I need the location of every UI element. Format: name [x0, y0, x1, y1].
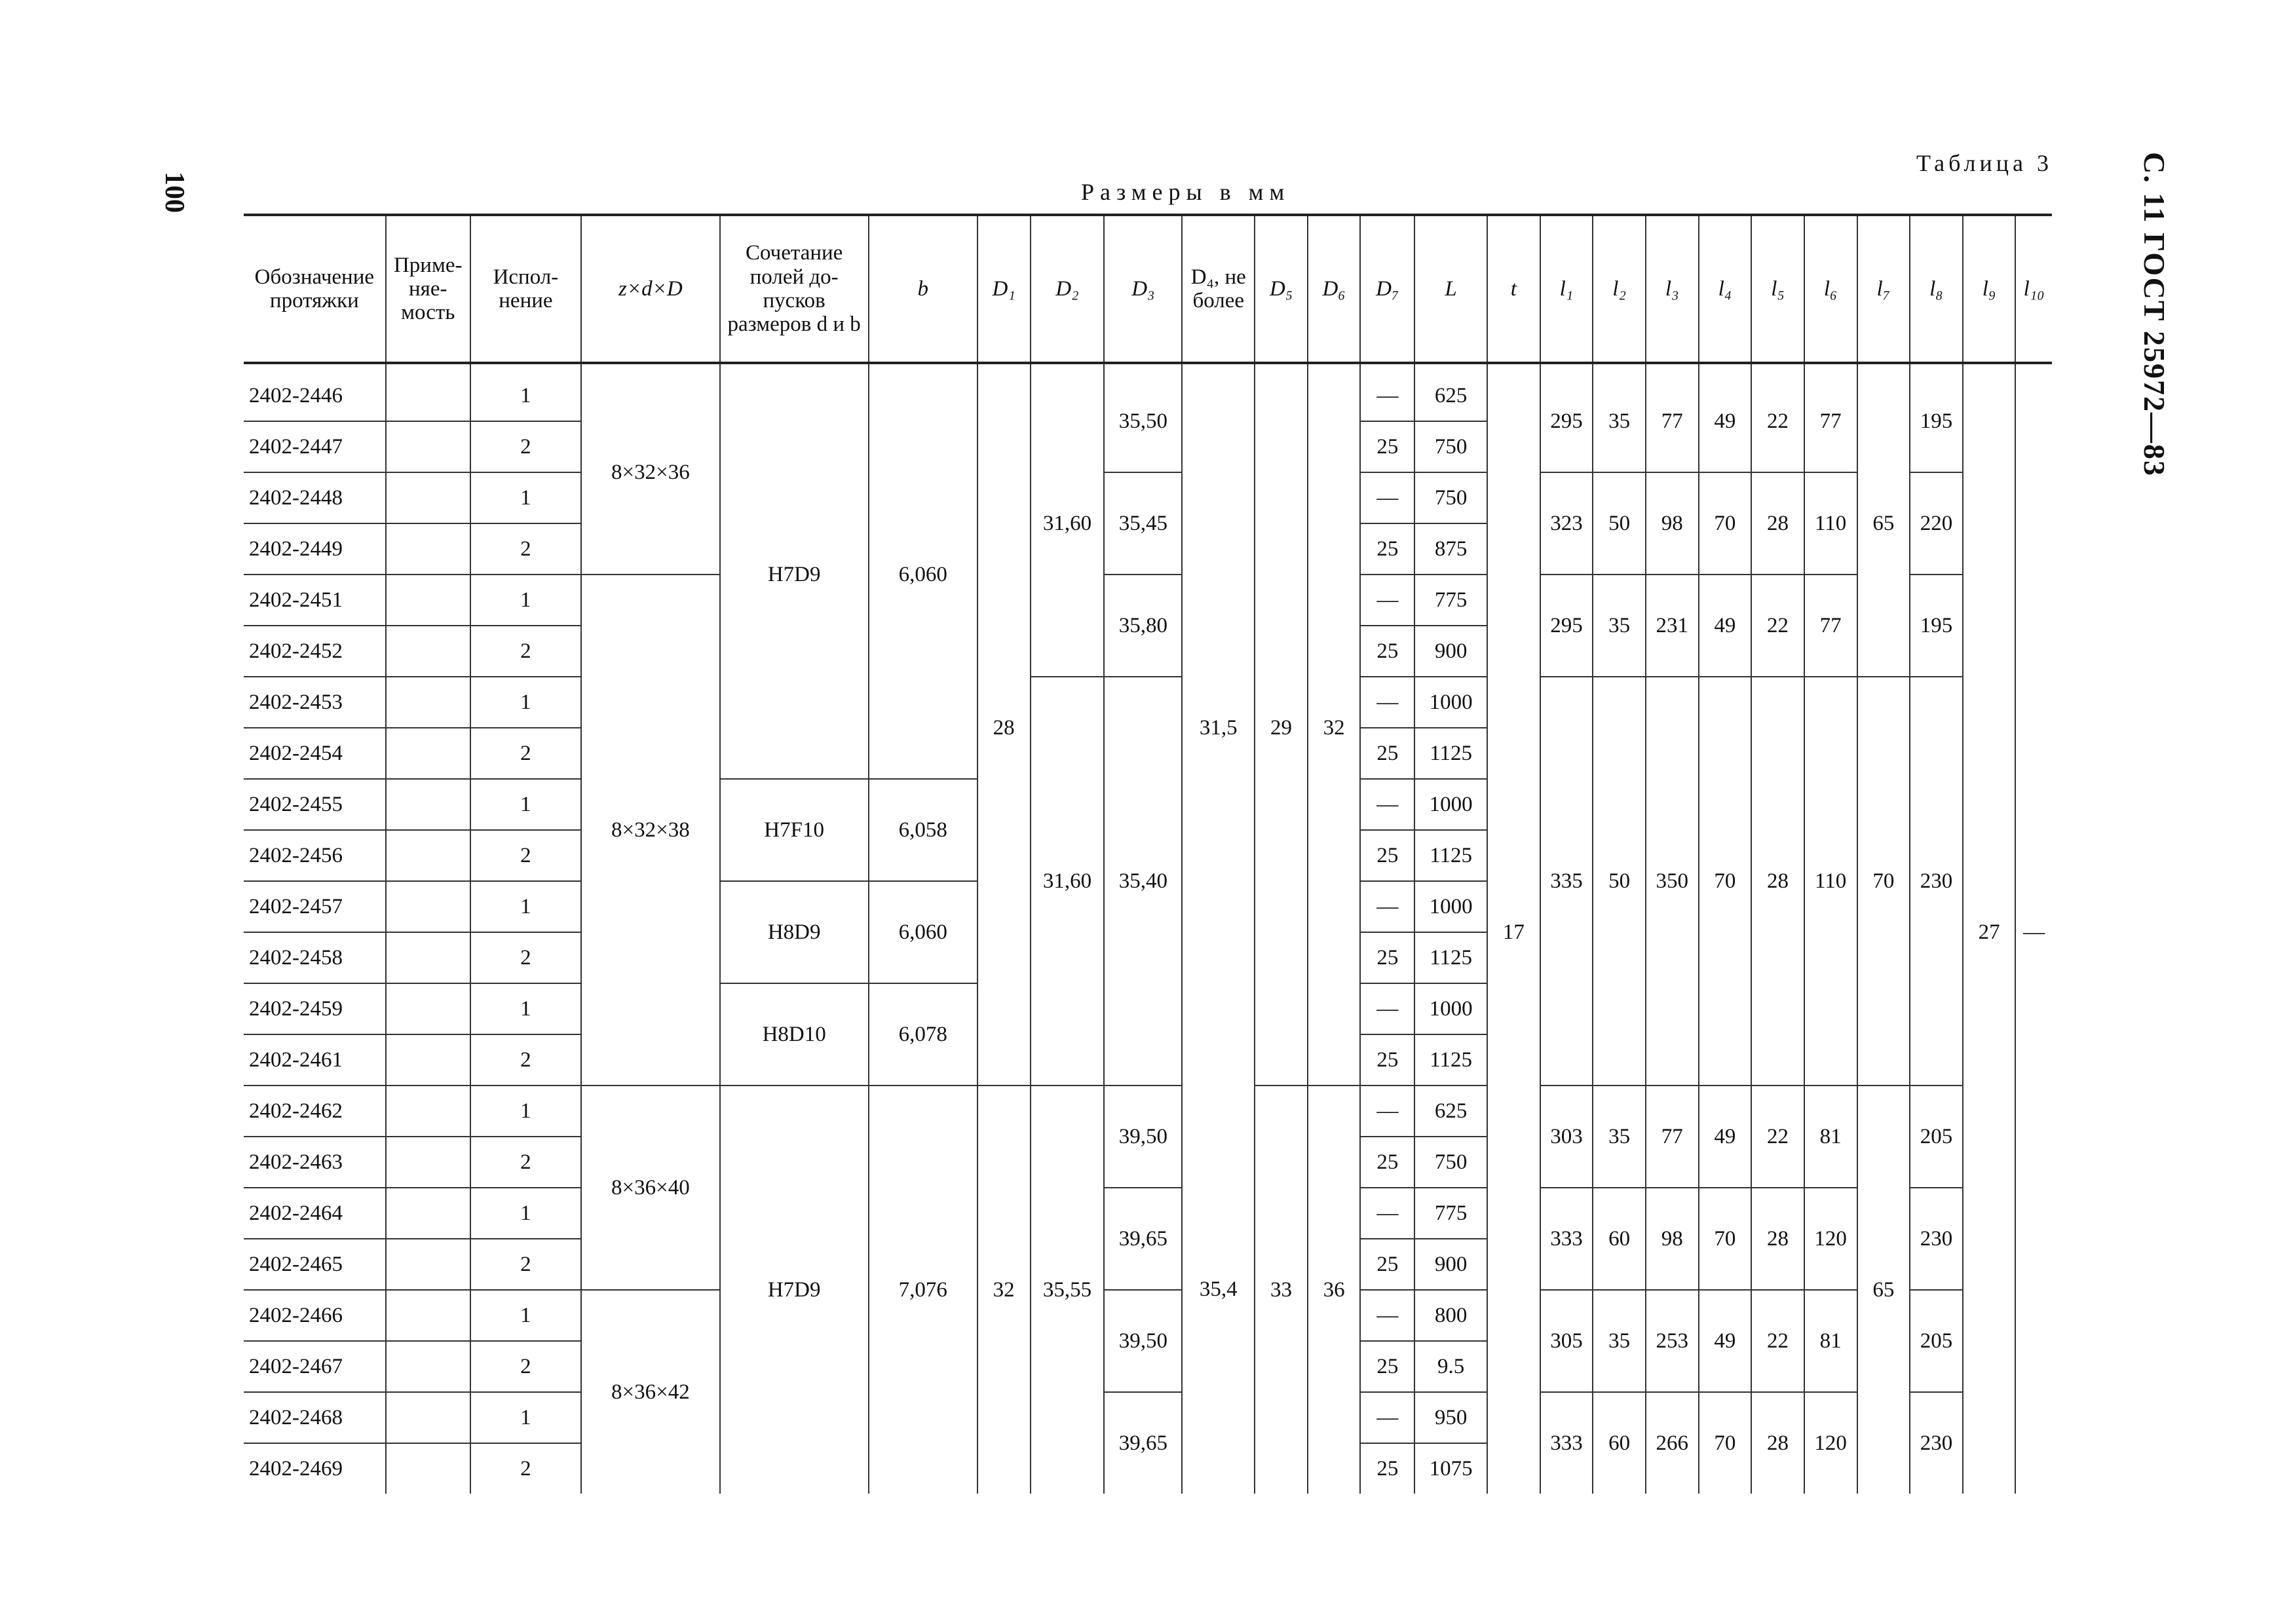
- D7-cell: —: [1360, 371, 1414, 421]
- l5-cell: 28: [1751, 472, 1804, 575]
- version-cell: 1: [470, 575, 581, 626]
- designation-cell: 2402-2459: [244, 983, 386, 1034]
- D7-cell: 25: [1360, 1443, 1414, 1494]
- l5-cell: 22: [1751, 1086, 1804, 1188]
- header-D1: D₁: [977, 215, 1031, 363]
- D6-cell: 36: [1308, 1086, 1361, 1494]
- version-cell: 2: [470, 1341, 581, 1392]
- zdD-cell: 8×32×36: [581, 371, 720, 575]
- l1-cell: 333: [1540, 1392, 1593, 1494]
- header-D4: D₄, не более: [1182, 215, 1255, 363]
- L-cell: 9.5: [1414, 1341, 1487, 1392]
- applicability-cell: [386, 1034, 470, 1086]
- applicability-cell: [386, 830, 470, 881]
- header-D3: D₃: [1104, 215, 1182, 363]
- l5-cell: 28: [1751, 677, 1804, 1086]
- l6-cell: 77: [1804, 371, 1857, 472]
- version-cell: 1: [470, 881, 581, 932]
- l8-cell: 205: [1910, 1290, 1963, 1392]
- header-l7: l₇: [1857, 215, 1910, 363]
- header-zdD: z×d×D: [581, 215, 720, 363]
- version-cell: 2: [470, 830, 581, 881]
- applicability-cell: [386, 626, 470, 677]
- l1-cell: 333: [1540, 1188, 1593, 1290]
- l2-cell: 35: [1593, 1086, 1646, 1188]
- table-row: [244, 371, 2052, 421]
- designation-cell: 2402-2456: [244, 830, 386, 881]
- L-cell: 1075: [1414, 1443, 1487, 1494]
- applicability-cell: [386, 1239, 470, 1290]
- D4-cell: 31,5: [1182, 371, 1255, 1086]
- designation-cell: 2402-2464: [244, 1188, 386, 1239]
- applicability-cell: [386, 881, 470, 932]
- D7-cell: —: [1360, 1290, 1414, 1341]
- D7-cell: —: [1360, 881, 1414, 932]
- L-cell: 800: [1414, 1290, 1487, 1341]
- D3-cell: 35,50: [1104, 371, 1182, 472]
- applicability-cell: [386, 983, 470, 1034]
- l2-cell: 50: [1593, 677, 1646, 1086]
- D7-cell: 25: [1360, 421, 1414, 472]
- l4-cell: 49: [1699, 1086, 1752, 1188]
- l2-cell: 60: [1593, 1188, 1646, 1290]
- l1-cell: 303: [1540, 1086, 1593, 1188]
- D3-cell: 35,40: [1104, 677, 1182, 1086]
- l3-cell: 98: [1646, 472, 1699, 575]
- l10-cell: —: [2015, 371, 2052, 1494]
- L-cell: 750: [1414, 472, 1487, 523]
- D3-cell: 39,50: [1104, 1290, 1182, 1392]
- applicability-cell: [386, 472, 470, 523]
- l2-cell: 35: [1593, 575, 1646, 677]
- version-cell: 1: [470, 1290, 581, 1341]
- header-D2: D₂: [1031, 215, 1105, 363]
- L-cell: 1000: [1414, 677, 1487, 728]
- version-cell: 1: [470, 472, 581, 523]
- table-row: [244, 1086, 2052, 1137]
- l2-cell: 35: [1593, 371, 1646, 472]
- D1-cell: 28: [977, 371, 1031, 1086]
- designation-cell: 2402-2449: [244, 523, 386, 575]
- D7-cell: 25: [1360, 728, 1414, 779]
- version-cell: 2: [470, 421, 581, 472]
- designation-cell: 2402-2447: [244, 421, 386, 472]
- l4-cell: 49: [1699, 1290, 1752, 1392]
- l2-cell: 60: [1593, 1392, 1646, 1494]
- l5-cell: 22: [1751, 371, 1804, 472]
- tolerance-cell: H7F10: [720, 779, 869, 881]
- L-cell: 1000: [1414, 983, 1487, 1034]
- L-cell: 1125: [1414, 932, 1487, 983]
- l6-cell: 81: [1804, 1086, 1857, 1188]
- zdD-cell: 8×36×42: [581, 1290, 720, 1494]
- designation-cell: 2402-2462: [244, 1086, 386, 1137]
- D3-cell: 35,80: [1104, 575, 1182, 677]
- l2-cell: 35: [1593, 1290, 1646, 1392]
- applicability-cell: [386, 728, 470, 779]
- l4-cell: 49: [1699, 575, 1752, 677]
- designation-cell: 2402-2446: [244, 371, 386, 421]
- D4-cell: 35,4: [1182, 1086, 1255, 1494]
- D2-cell: 31,60: [1031, 371, 1105, 677]
- header-l8: l₈: [1910, 215, 1963, 363]
- D3-cell: 39,65: [1104, 1188, 1182, 1290]
- D3-cell: 39,65: [1104, 1392, 1182, 1494]
- table-row: [244, 575, 2052, 626]
- D7-cell: —: [1360, 1188, 1414, 1239]
- header-t: t: [1487, 215, 1540, 363]
- D6-cell: 32: [1308, 371, 1361, 1086]
- l8-cell: 195: [1910, 575, 1963, 677]
- applicability-cell: [386, 1188, 470, 1239]
- header-l6: l₆: [1804, 215, 1857, 363]
- standard-title: С. 11 ГОСТ 25972—83: [2138, 152, 2171, 478]
- b-cell: 6,060: [869, 881, 977, 983]
- designation-cell: 2402-2467: [244, 1341, 386, 1392]
- L-cell: 1125: [1414, 1034, 1487, 1086]
- version-cell: 2: [470, 932, 581, 983]
- D7-cell: —: [1360, 983, 1414, 1034]
- designation-cell: 2402-2448: [244, 472, 386, 523]
- D7-cell: 25: [1360, 932, 1414, 983]
- l8-cell: 230: [1910, 1188, 1963, 1290]
- L-cell: 875: [1414, 523, 1487, 575]
- D7-cell: 25: [1360, 1239, 1414, 1290]
- D2-cell: 31,60: [1031, 677, 1105, 1086]
- version-cell: 1: [470, 983, 581, 1034]
- b-cell: 6,060: [869, 371, 977, 779]
- l6-cell: 120: [1804, 1188, 1857, 1290]
- D7-cell: —: [1360, 677, 1414, 728]
- D3-cell: 35,45: [1104, 472, 1182, 575]
- l5-cell: 28: [1751, 1188, 1804, 1290]
- designation-cell: 2402-2465: [244, 1239, 386, 1290]
- header-designation: Обозначение протяжки: [244, 215, 386, 363]
- applicability-cell: [386, 1086, 470, 1137]
- designation-cell: 2402-2452: [244, 626, 386, 677]
- L-cell: 775: [1414, 575, 1487, 626]
- l6-cell: 81: [1804, 1290, 1857, 1392]
- designation-cell: 2402-2468: [244, 1392, 386, 1443]
- D7-cell: —: [1360, 1086, 1414, 1137]
- l6-cell: 120: [1804, 1392, 1857, 1494]
- version-cell: 2: [470, 523, 581, 575]
- applicability-cell: [386, 523, 470, 575]
- designation-cell: 2402-2455: [244, 779, 386, 830]
- l5-cell: 28: [1751, 1392, 1804, 1494]
- L-cell: 625: [1414, 371, 1487, 421]
- header-l3: l₃: [1646, 215, 1699, 363]
- table-row: [244, 1188, 2052, 1239]
- D7-cell: 25: [1360, 626, 1414, 677]
- l8-cell: 205: [1910, 1086, 1963, 1188]
- b-cell: 6,078: [869, 983, 977, 1086]
- header-applicability: Приме- няе- мость: [386, 215, 470, 363]
- tolerance-cell: H8D10: [720, 983, 869, 1086]
- D7-cell: 25: [1360, 830, 1414, 881]
- l4-cell: 70: [1699, 1392, 1752, 1494]
- version-cell: 1: [470, 677, 581, 728]
- b-cell: 6,058: [869, 779, 977, 881]
- version-cell: 2: [470, 1239, 581, 1290]
- l3-cell: 231: [1646, 575, 1699, 677]
- l1-cell: 295: [1540, 371, 1593, 472]
- l8-cell: 230: [1910, 677, 1963, 1086]
- l8-cell: 220: [1910, 472, 1963, 575]
- l4-cell: 70: [1699, 677, 1752, 1086]
- l3-cell: 77: [1646, 371, 1699, 472]
- t-cell: 17: [1487, 371, 1540, 1494]
- L-cell: 775: [1414, 1188, 1487, 1239]
- header-L: L: [1414, 215, 1487, 363]
- l4-cell: 70: [1699, 1188, 1752, 1290]
- header-l10: l₁₀: [2015, 215, 2052, 363]
- l3-cell: 253: [1646, 1290, 1699, 1392]
- applicability-cell: [386, 1341, 470, 1392]
- header-version: Испол- нение: [470, 215, 581, 363]
- l8-cell: 230: [1910, 1392, 1963, 1494]
- version-cell: 1: [470, 1392, 581, 1443]
- designation-cell: 2402-2463: [244, 1137, 386, 1188]
- l1-cell: 305: [1540, 1290, 1593, 1392]
- header-l9: l₉: [1963, 215, 2016, 363]
- version-cell: 2: [470, 1443, 581, 1494]
- applicability-cell: [386, 421, 470, 472]
- table-row: [244, 1392, 2052, 1443]
- tolerance-cell: H7D9: [720, 371, 869, 779]
- L-cell: 1125: [1414, 728, 1487, 779]
- version-cell: 2: [470, 626, 581, 677]
- designation-cell: 2402-2451: [244, 575, 386, 626]
- header-l4: l₄: [1699, 215, 1752, 363]
- L-cell: 1000: [1414, 881, 1487, 932]
- header-D5: D₅: [1255, 215, 1308, 363]
- l3-cell: 77: [1646, 1086, 1699, 1188]
- zdD-cell: 8×32×38: [581, 575, 720, 1086]
- l4-cell: 70: [1699, 472, 1752, 575]
- L-cell: 900: [1414, 1239, 1487, 1290]
- table-row: [244, 1290, 2052, 1341]
- l6-cell: 77: [1804, 575, 1857, 677]
- dimensions-table: [244, 214, 2052, 1494]
- header-l2: l₂: [1593, 215, 1646, 363]
- table-row: [244, 472, 2052, 523]
- designation-cell: 2402-2466: [244, 1290, 386, 1341]
- designation-cell: 2402-2469: [249, 1456, 343, 1481]
- D7-cell: 25: [1360, 1137, 1414, 1188]
- version-cell: 1: [470, 371, 581, 421]
- applicability-cell: [386, 1137, 470, 1188]
- D7-cell: 25: [1360, 1034, 1414, 1086]
- D3-cell: 39,50: [1104, 1086, 1182, 1188]
- tolerance-cell: H8D9: [720, 881, 869, 983]
- D7-cell: —: [1360, 472, 1414, 523]
- L-cell: 1125: [1414, 830, 1487, 881]
- header-l5: l₅: [1751, 215, 1804, 363]
- l7-cell: 70: [1857, 677, 1910, 1086]
- L-cell: 1000: [1414, 779, 1487, 830]
- tolerance-cell: H7D9: [720, 1086, 869, 1494]
- header-l1: l₁: [1540, 215, 1593, 363]
- table-header-row: [244, 215, 2052, 363]
- L-cell: 900: [1414, 626, 1487, 677]
- l7-cell: 65: [1857, 371, 1910, 677]
- designation-cell: 2402-2461: [244, 1034, 386, 1086]
- applicability-cell: [386, 1392, 470, 1443]
- header-tolerance: Сочетание полей до- пусков размеров d и b: [720, 215, 869, 363]
- applicability-cell: [386, 779, 470, 830]
- D2-cell: 35,55: [1031, 1086, 1105, 1494]
- D7-cell: —: [1360, 575, 1414, 626]
- header-D7: D₇: [1360, 215, 1414, 363]
- l8-cell: 195: [1910, 371, 1963, 472]
- l1-cell: 335: [1540, 677, 1593, 1086]
- L-cell: 950: [1414, 1392, 1487, 1443]
- D7-cell: —: [1360, 779, 1414, 830]
- D7-cell: 25: [1360, 1341, 1414, 1392]
- header-D6: D₆: [1308, 215, 1361, 363]
- applicability-cell: [386, 677, 470, 728]
- table-body: [244, 363, 2052, 1494]
- L-cell: 625: [1414, 1086, 1487, 1137]
- table-row: [244, 677, 2052, 728]
- page-number: 100: [159, 172, 189, 213]
- l6-cell: 110: [1804, 472, 1857, 575]
- b-cell: 7,076: [869, 1086, 977, 1494]
- D7-cell: —: [1360, 1392, 1414, 1443]
- l4-cell: 49: [1699, 371, 1752, 472]
- version-cell: 2: [470, 1137, 581, 1188]
- D5-cell: 29: [1255, 371, 1308, 1086]
- L-cell: 750: [1414, 1137, 1487, 1188]
- applicability-cell: [386, 1443, 470, 1494]
- version-cell: 1: [470, 1086, 581, 1137]
- l9-cell: 27: [1963, 371, 2016, 1494]
- l3-cell: 98: [1646, 1188, 1699, 1290]
- l3-cell: 350: [1646, 677, 1699, 1086]
- version-cell: 1: [470, 779, 581, 830]
- version-cell: 2: [470, 728, 581, 779]
- D7-cell: 25: [1360, 523, 1414, 575]
- L-cell: 750: [1414, 421, 1487, 472]
- applicability-cell: [386, 371, 470, 421]
- D1-cell: 32: [977, 1086, 1031, 1494]
- l2-cell: 50: [1593, 472, 1646, 575]
- zdD-cell: 8×36×40: [581, 1086, 720, 1290]
- D5-cell: 33: [1255, 1086, 1308, 1494]
- designation-cell: 2402-2454: [244, 728, 386, 779]
- l6-cell: 110: [1804, 677, 1857, 1086]
- designation-cell: 2402-2453: [244, 677, 386, 728]
- table-label: Таблица 3: [1916, 150, 2053, 176]
- l7-cell: 65: [1857, 1086, 1910, 1494]
- applicability-cell: [386, 932, 470, 983]
- l5-cell: 22: [1751, 575, 1804, 677]
- header-b: b: [869, 215, 977, 363]
- l1-cell: 323: [1540, 472, 1593, 575]
- designation-cell: 2402-2457: [244, 881, 386, 932]
- version-cell: 2: [470, 1034, 581, 1086]
- designation-cell: 2402-2458: [244, 932, 386, 983]
- applicability-cell: [386, 575, 470, 626]
- version-cell: 1: [470, 1188, 581, 1239]
- l1-cell: 295: [1540, 575, 1593, 677]
- l5-cell: 22: [1751, 1290, 1804, 1392]
- applicability-cell: [386, 1290, 470, 1341]
- units-caption: Размеры в мм: [1081, 179, 1291, 205]
- l3-cell: 266: [1646, 1392, 1699, 1494]
